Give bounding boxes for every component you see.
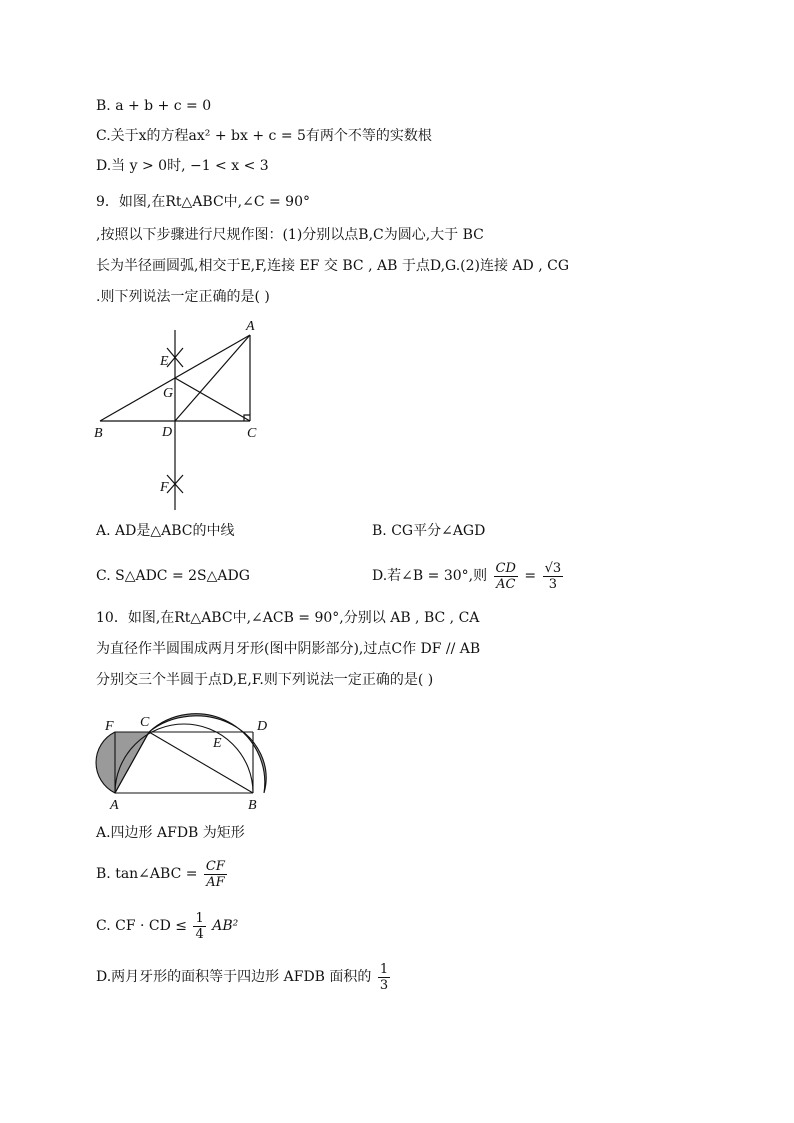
q10-option-a: A.四边形 AFDB 为矩形 bbox=[96, 825, 245, 841]
q9-label-b: B bbox=[94, 426, 103, 441]
q9-option-d bbox=[372, 554, 565, 598]
q9-label-f: F bbox=[160, 480, 169, 495]
q10-option-b-prefix: B. tan∠ABC = bbox=[96, 866, 198, 882]
q10-figure bbox=[90, 705, 280, 815]
q10-stem-line2: 为直径作半圆围成两月牙形(图中阴影部分),过点C作 DF // AB bbox=[96, 641, 481, 657]
q10-option-b-fraction bbox=[204, 859, 227, 890]
q10-option-d-prefix: D.两月牙形的面积等于四边形 AFDB 面积的 bbox=[96, 969, 372, 985]
q9-option-d-denominator: AC bbox=[496, 576, 516, 592]
q10-option-b bbox=[96, 852, 229, 896]
q8-option-c: C.关于x的方程ax² + bx + c = 5有两个不等的实数根 bbox=[96, 128, 432, 144]
q10-option-d-fraction bbox=[378, 962, 390, 993]
q9-option-d-prefix: D.若∠B = 30°,则 bbox=[372, 568, 488, 584]
q9-option-d-equals: = bbox=[524, 568, 537, 584]
q10-label-d: D bbox=[257, 719, 268, 734]
q9-figure bbox=[90, 315, 270, 515]
q10-option-c-suffix: AB² bbox=[212, 918, 239, 934]
q10-label-e: E bbox=[213, 736, 222, 751]
q9-option-d-fraction bbox=[494, 561, 518, 592]
q9-option-a: A. AD是△ABC的中线 bbox=[96, 523, 235, 539]
q9-label-a: A bbox=[246, 319, 255, 334]
q10-stem-line1: 10．如图,在Rt△ABC中,∠ACB = 90°,分别以 AB , BC , CA bbox=[96, 610, 480, 626]
q10-option-c-prefix: C. CF · CD ≤ bbox=[96, 918, 188, 934]
q9-option-b: B. CG平分∠AGD bbox=[372, 523, 486, 539]
q9-label-e: E bbox=[160, 354, 169, 369]
q10-option-d-numerator: 1 bbox=[379, 961, 389, 977]
q8-option-b: B. a + b + c = 0 bbox=[96, 98, 212, 114]
q8-option-d: D.当 y > 0时, −1 < x < 3 bbox=[96, 158, 269, 174]
q10-label-c: C bbox=[140, 715, 150, 730]
q10-option-d-denominator: 3 bbox=[379, 977, 389, 993]
q10-option-c-fraction bbox=[193, 911, 205, 942]
q9-option-d-root-denominator: 3 bbox=[548, 576, 557, 592]
q10-label-f: F bbox=[105, 719, 114, 734]
q9-stem-line1: 9．如图,在Rt△ABC中,∠C = 90° bbox=[96, 194, 310, 210]
q9-option-d-numerator: CD bbox=[495, 560, 516, 576]
q9-option-d-root-numerator: √3 bbox=[544, 560, 562, 576]
q10-option-b-denominator: AF bbox=[206, 874, 225, 890]
q10-option-d bbox=[96, 955, 392, 999]
q9-stem-line2: ,按照以下步骤进行尺规作图：(1)分别以点B,C为圆心,大于 BC bbox=[96, 227, 484, 243]
q10-option-b-numerator: CF bbox=[205, 858, 225, 874]
q9-label-c: C bbox=[247, 426, 257, 441]
q9-stem-line3: 长为半径画圆弧,相交于E,F,连接 EF 交 BC , AB 于点D,G.(2)连接 AD , CG bbox=[96, 258, 570, 274]
q9-option-c: C. S△ADC = 2S△ADG bbox=[96, 568, 250, 584]
q9-label-g: G bbox=[163, 386, 174, 401]
q10-label-a: A bbox=[110, 798, 119, 813]
q9-option-d-root-fraction bbox=[543, 561, 564, 592]
q9-stem-line4: .则下列说法一定正确的是( ) bbox=[96, 289, 270, 305]
q9-label-d: D bbox=[162, 425, 173, 440]
q10-option-c bbox=[96, 904, 238, 948]
q10-option-c-numerator: 1 bbox=[195, 910, 204, 926]
q10-option-c-denominator: 4 bbox=[195, 926, 204, 942]
q10-stem-line3: 分别交三个半圆于点D,E,F.则下列说法一定正确的是( ) bbox=[96, 672, 434, 688]
q10-label-b: B bbox=[248, 798, 257, 813]
